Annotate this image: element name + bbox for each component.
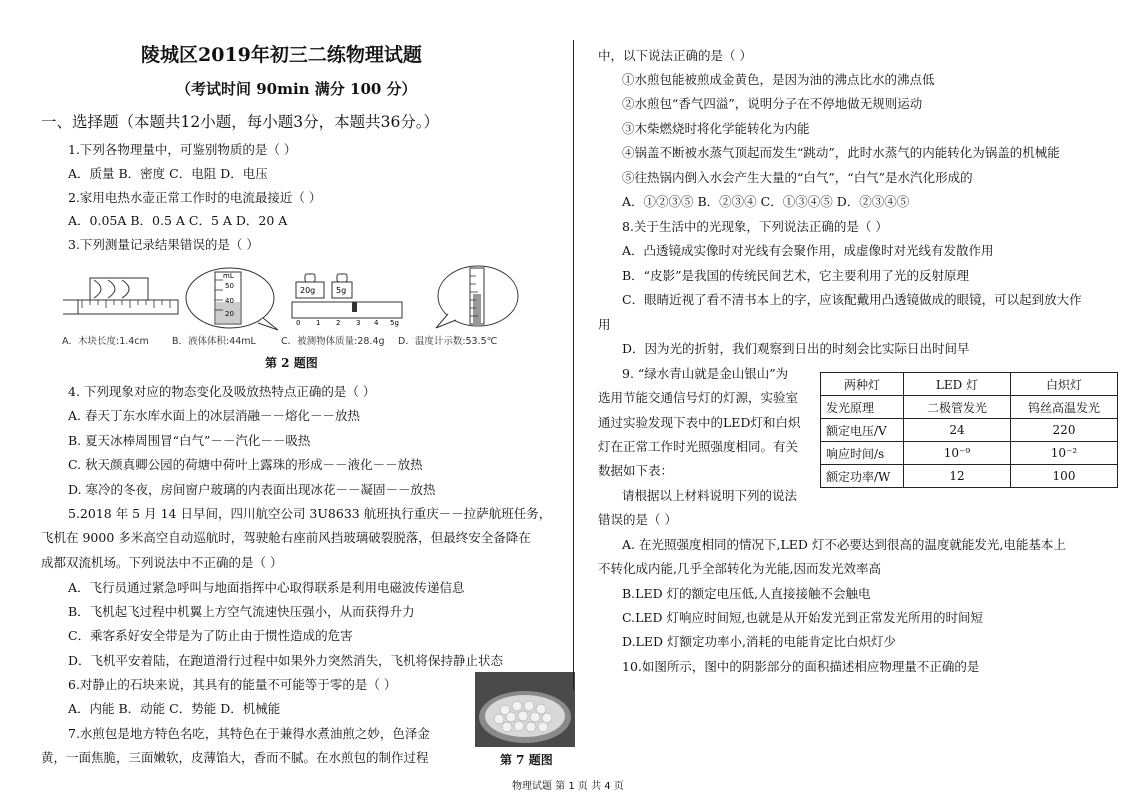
q8-option-d: D．因为光的折射，我们观察到日出的时刻会比实际日出时间早 bbox=[622, 341, 970, 356]
table-cell: 响应时间/s bbox=[821, 442, 904, 465]
q8-option-c-cont: 用 bbox=[598, 317, 611, 332]
table-cell: 额定电压/V bbox=[821, 419, 904, 442]
q1-stem: 1.下列各物理量中，可鉴别物质的是（ ） bbox=[68, 142, 297, 157]
q8-option-a: A．凸透镜成实像时对光线有会聚作用，成虚像时对光线有发散作用 bbox=[622, 243, 994, 258]
q2-options: A．0.05A B．0.5 A C．5 A D．20 A bbox=[68, 213, 288, 228]
q4-option-a: A. 春天丁东水库水面上的冰层消融－－熔化－－放热 bbox=[68, 408, 360, 423]
caption-c: C．被测物体质量:28.4g bbox=[281, 336, 385, 347]
q9-option-a: A. 在光照强度相同的情况下,LED 灯不必要达到很高的温度就能发光,电能基本上 bbox=[622, 537, 1066, 552]
caption-b: B．液体体积:44mL bbox=[172, 336, 256, 347]
q5-stem-2: 飞机在 9000 多米高空自动巡航时，驾驶舱右座前风挡玻璃破裂脱落，但最终安全备降在 bbox=[41, 530, 531, 545]
q7-options: A．①②③⑤ B．②③④ C．①③④⑤ D．②③④⑤ bbox=[622, 194, 910, 209]
figure7-caption: 第 7 题图 bbox=[500, 753, 553, 767]
q6-options: A．内能 B．动能 C．势能 D．机械能 bbox=[68, 701, 281, 716]
q5-option-d: D．飞机平安着陆，在跑道滑行过程中如果外力突然消失，飞机将保持静止状态 bbox=[68, 653, 504, 668]
q6-stem: 6.对静止的石块来说，其具有的能量不可能等于零的是（ ） bbox=[68, 677, 397, 692]
led-comparison-table bbox=[820, 372, 1118, 488]
q7-item-5: ⑤往热锅内倒入水会产生大量的“白气”，“白气”是水汽化形成的 bbox=[622, 170, 973, 185]
q9-stem-3: 通过实验发现下表中的LED灯和白炽 bbox=[598, 415, 801, 430]
q10-stem: 10.如图所示，图中的阴影部分的面积描述相应物理量不正确的是 bbox=[622, 659, 980, 674]
q4-stem: 4. 下列现象对应的物态变化及吸放热特点正确的是（ ） bbox=[68, 384, 376, 399]
cylinder-diagram bbox=[186, 268, 278, 330]
q8-stem: 8.关于生活中的光现象，下列说法正确的是（ ） bbox=[622, 219, 888, 234]
table-cell: 额定功率/W bbox=[821, 465, 904, 488]
ruler-block-diagram bbox=[63, 278, 178, 314]
column-divider bbox=[573, 40, 574, 690]
q7-stem-2: 黄，一面焦脆，三面嫩软，皮薄馅大，香而不腻。在水煎包的制作过程 bbox=[41, 750, 429, 765]
scale-tick-3: 3 bbox=[356, 319, 361, 327]
table-cell: 发光原理 bbox=[821, 396, 904, 419]
q7-item-3: ③木柴燃烧时将化学能转化为内能 bbox=[622, 121, 810, 136]
q5-option-a: A．飞行员通过紧急呼叫与地面指挥中心取得联系是利用电磁波传递信息 bbox=[68, 580, 465, 595]
table-cell: LED 灯 bbox=[904, 373, 1011, 396]
q9-stem-5: 数据如下表： bbox=[598, 463, 674, 478]
q7-stem-3: 中，以下说法正确的是（ ） bbox=[598, 48, 752, 63]
q8-option-b: B．“皮影”是我国的传统民间艺术，它主要利用了光的反射原理 bbox=[622, 268, 969, 283]
cyl-tick-50: 50 bbox=[225, 282, 234, 290]
q5-option-b: B．飞机起飞过程中机翼上方空气流速快压强小，从而获得升力 bbox=[68, 604, 415, 619]
q9-option-a-cont: 不转化成内能,几乎全部转化为光能,因而发光效率高 bbox=[598, 561, 881, 576]
table-row bbox=[821, 419, 1118, 442]
scale-tick-1: 1 bbox=[316, 319, 321, 327]
q5-option-c: C．乘客系好安全带是为了防止由于惯性造成的危害 bbox=[68, 628, 353, 643]
caption-d: D．温度计示数:53.5℃ bbox=[398, 336, 498, 347]
q8-option-c: C．眼睛近视了看不清书本上的字，应该配戴用凸透镜做成的眼镜，可以起到放大作 bbox=[622, 292, 1082, 307]
q9-option-d: D.LED 灯额定功率小,消耗的电能肯定比白炽灯少 bbox=[622, 634, 896, 649]
weight-20g: 20g bbox=[300, 286, 316, 295]
q4-option-b: B. 夏天冰棒周围冒“白气”－－汽化－－吸热 bbox=[68, 433, 311, 448]
table-cell: 12 bbox=[904, 465, 1011, 488]
q3-stem: 3.下列测量记录结果错误的是（ ） bbox=[68, 237, 259, 252]
scale-tick-0: 0 bbox=[296, 319, 301, 327]
thermometer-diagram bbox=[436, 266, 518, 328]
figure2-caption: 第 2 题图 bbox=[265, 356, 318, 370]
table-cell: 10⁻⁹ bbox=[904, 442, 1011, 465]
table-row bbox=[821, 373, 1118, 396]
table-cell: 10⁻² bbox=[1011, 442, 1118, 465]
q4-option-d: D. 寒冷的冬夜，房间窗户玻璃的内表面出现冰花－－凝固－－放热 bbox=[68, 482, 436, 497]
q9-stem-4: 灯在正常工作时光照强度相同。有关 bbox=[598, 439, 799, 454]
table-row bbox=[821, 442, 1118, 465]
q9-prompt-2: 错误的是（ ） bbox=[598, 512, 677, 527]
water-fried-buns-photo bbox=[475, 672, 575, 747]
table-cell: 钨丝高温发光 bbox=[1011, 396, 1118, 419]
scale-tick-4: 4 bbox=[374, 319, 379, 327]
table-cell: 白炽灯 bbox=[1011, 373, 1118, 396]
page-footer: 物理试题 第 1 页 共 4 页 bbox=[512, 781, 624, 792]
exam-title: 陵城区2019年初三二练物理试题 bbox=[141, 44, 422, 66]
balance-diagram bbox=[292, 274, 402, 327]
cyl-tick-20: 20 bbox=[225, 310, 234, 318]
table-cell: 两种灯 bbox=[821, 373, 904, 396]
table-row bbox=[821, 465, 1118, 488]
table-cell: 24 bbox=[904, 419, 1011, 442]
q2-stem: 2.家用电热水壶正常工作时的电流最接近（ ） bbox=[68, 190, 322, 205]
table-cell: 100 bbox=[1011, 465, 1118, 488]
q5-stem-3: 成都双流机场。下列说法中不正确的是（ ） bbox=[41, 555, 283, 570]
q4-option-c: C. 秋天颜真卿公园的荷塘中荷叶上露珠的形成－－液化－－放热 bbox=[68, 457, 423, 472]
table-cell: 220 bbox=[1011, 419, 1118, 442]
exam-subtitle: （考试时间 90min 满分 100 分） bbox=[176, 80, 417, 98]
caption-a: A．木块长度:1.4cm bbox=[62, 336, 149, 347]
scale-tick-5g: 5g bbox=[390, 319, 399, 327]
table-cell: 二极管发光 bbox=[904, 396, 1011, 419]
q9-option-b: B.LED 灯的额定电压低,人直接接触不会触电 bbox=[622, 586, 871, 601]
section-heading: 一、选择题（本题共12小题，每小题3分，本题共36分。） bbox=[41, 113, 440, 131]
q9-stem-1: 9. “绿水青山就是金山银山”为 bbox=[622, 366, 789, 381]
cyl-unit: mL bbox=[223, 272, 234, 280]
cyl-tick-40: 40 bbox=[225, 297, 234, 305]
q7-item-1: ①水煎包能被煎成金黄色，是因为油的沸点比水的沸点低 bbox=[622, 72, 935, 87]
q7-item-4: ④锅盖不断被水蒸气顶起而发生“跳动”，此时水蒸气的内能转化为锅盖的机械能 bbox=[622, 145, 1060, 160]
q1-options: A．质量 B．密度 C．电阻 D．电压 bbox=[68, 166, 268, 181]
q9-option-c: C.LED 灯响应时间短,也就是从开始发光到正常发光所用的时间短 bbox=[622, 610, 983, 625]
q9-prompt-1: 请根据以上材料说明下列的说法 bbox=[622, 488, 798, 503]
q9-stem-2: 选用节能交通信号灯的灯源，实验室 bbox=[598, 390, 799, 405]
q5-stem-1: 5.2018 年 5 月 14 日早间，四川航空公司 3U8633 航班执行重庆－－拉萨航班任务， bbox=[68, 506, 552, 521]
table-row bbox=[821, 396, 1118, 419]
scale-tick-2: 2 bbox=[336, 319, 341, 327]
q7-item-2: ②水煎包“香气四溢”，说明分子在不停地做无规则运动 bbox=[622, 96, 923, 111]
q7-stem-1: 7.水煎包是地方特色名吃，其特色在于兼得水煮油煎之妙，色泽金 bbox=[68, 726, 430, 741]
weight-5g: 5g bbox=[336, 286, 347, 295]
